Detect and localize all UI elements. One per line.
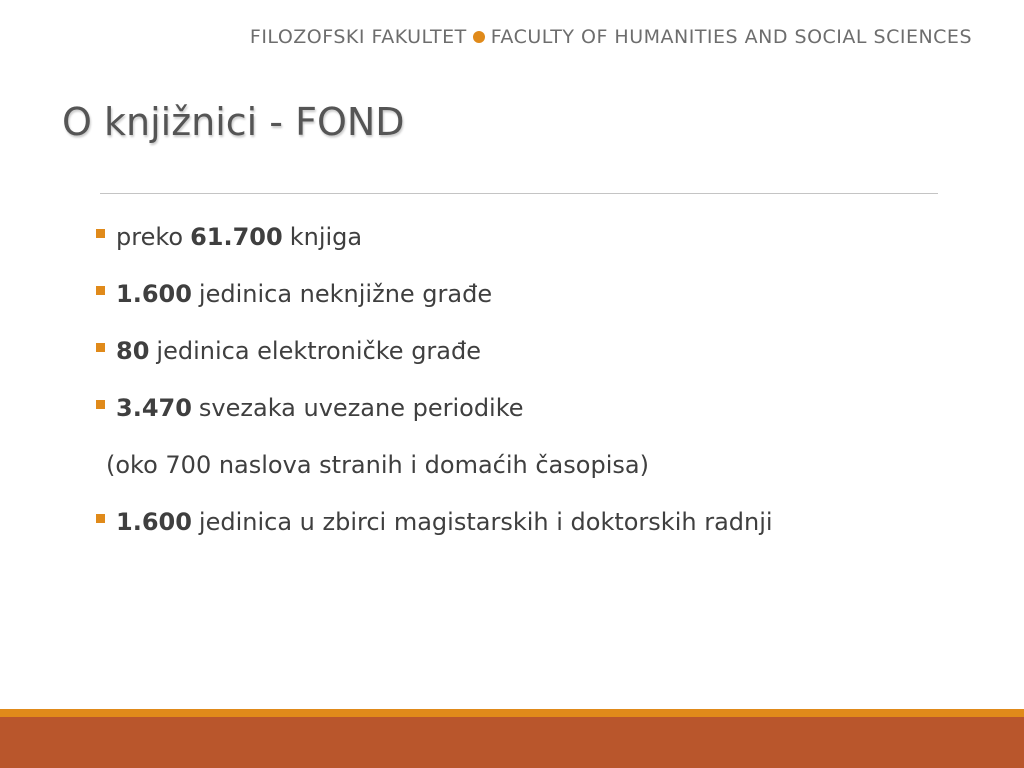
list-item [96,208,773,265]
bullet-number: 80 [116,336,150,365]
bullet-list [96,208,773,550]
bullet-text: svezaka uvezane periodike [198,393,524,422]
square-bullet-icon [96,286,105,295]
square-bullet-icon [96,514,105,523]
list-item [96,379,773,436]
list-item [96,436,773,493]
bullet-number: 3.470 [116,393,192,422]
bullet-dot-icon [473,31,485,43]
bullet-continuation-text: (oko 700 naslova stranih i domaćih časopisa) [106,450,649,479]
faculty-banner [250,26,972,48]
bullet-text: jedinica u zbirci magistarskih i doktorskih radnji [198,507,773,536]
footer-band [0,717,1024,768]
banner-right-text: FACULTY OF HUMANITIES AND SOCIAL SCIENCES [490,26,972,48]
square-bullet-icon [96,400,105,409]
bullet-number: 1.600 [116,507,192,536]
bullet-number: 61.700 [190,222,283,251]
footer-accent-stripe [0,709,1024,717]
bullet-prefix: preko [116,222,184,251]
bullet-text: jedinica elektroničke građe [156,336,482,365]
square-bullet-icon [96,343,105,352]
bullet-number: 1.600 [116,279,192,308]
slide-title: O knjižnici - FOND [62,100,405,144]
square-bullet-icon [96,229,105,238]
title-divider [100,193,938,194]
banner-left-text: FILOZOFSKI FAKULTET [249,26,467,48]
list-item [96,322,773,379]
bullet-text: knjiga [289,222,363,251]
bullet-text: jedinica neknjižne građe [198,279,493,308]
list-item [96,265,773,322]
list-item [96,493,773,550]
